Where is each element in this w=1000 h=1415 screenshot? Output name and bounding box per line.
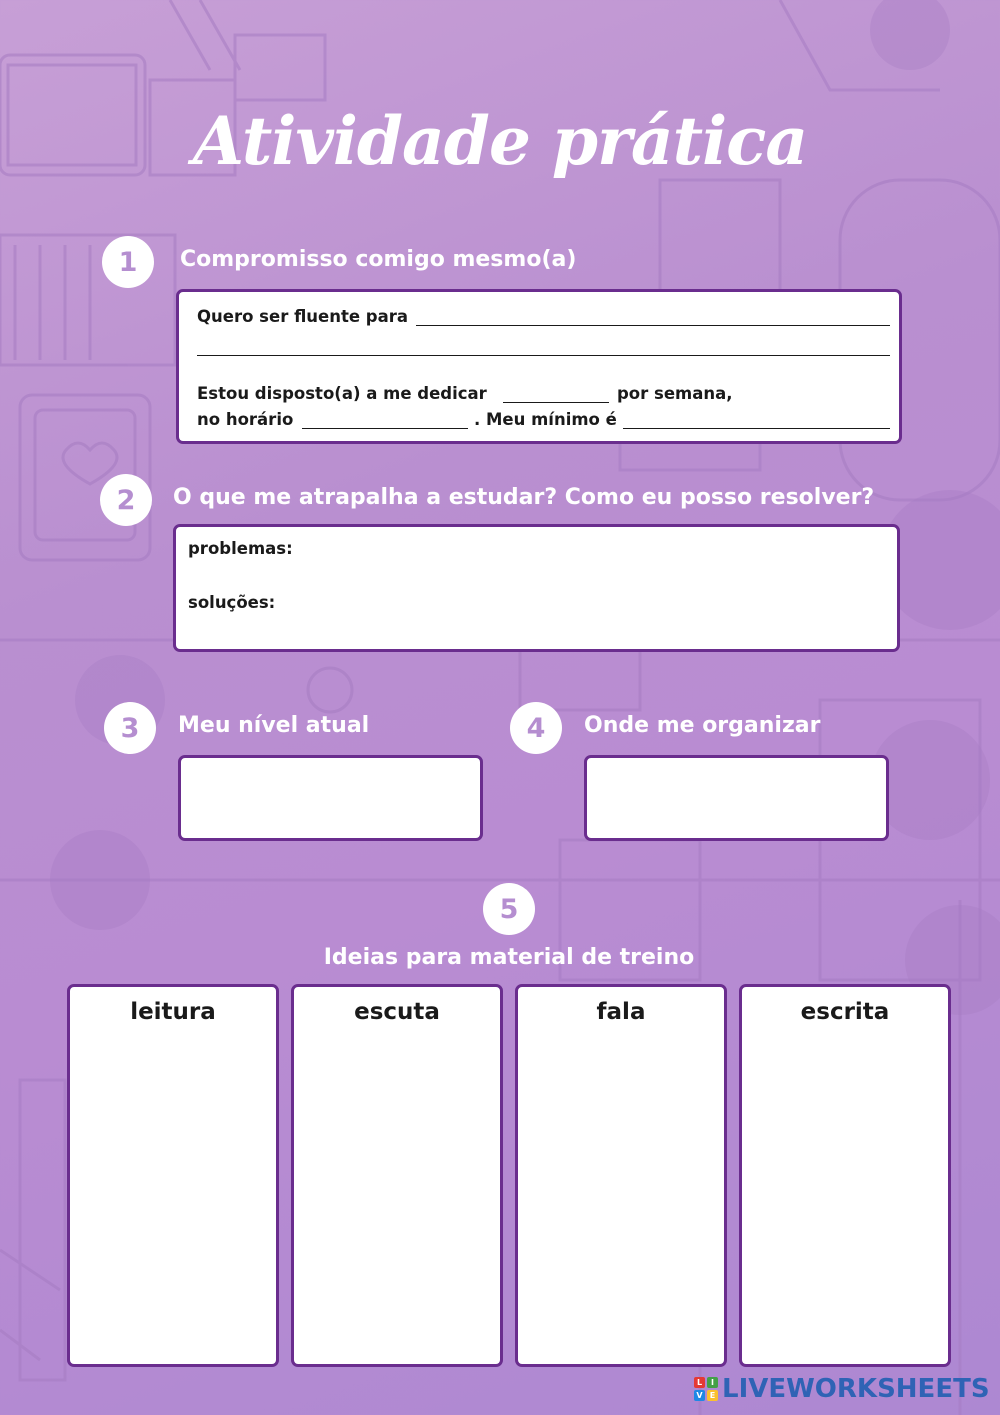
- listening-column[interactable]: [291, 984, 503, 1367]
- section-5-number: 5: [483, 883, 535, 935]
- writing-column[interactable]: [739, 984, 951, 1367]
- page-title: Atividade prática: [192, 102, 808, 180]
- per-week-label: por semana,: [617, 384, 733, 403]
- section-3-heading: Meu nível atual: [178, 713, 370, 738]
- section-4-heading: Onde me organizar: [584, 713, 821, 738]
- section-4-number: 4: [510, 702, 562, 754]
- section-1-heading: Compromisso comigo mesmo(a): [180, 247, 577, 272]
- listening-column-title: escuta: [354, 999, 440, 1025]
- liveworksheets-logo-icon: L I V E: [694, 1377, 718, 1401]
- liveworksheets-brand[interactable]: [694, 1374, 990, 1404]
- dedicate-time-input[interactable]: [503, 402, 609, 403]
- section-1-number: 1: [102, 236, 154, 288]
- section-3-number: 3: [104, 702, 156, 754]
- section-2-heading: O que me atrapalha a estudar? Como eu posso resolver?: [173, 485, 875, 510]
- reading-column-title: leitura: [130, 999, 216, 1025]
- problems-label: problemas:: [188, 539, 293, 558]
- fluent-for-input[interactable]: [416, 325, 890, 326]
- reading-column[interactable]: [67, 984, 279, 1367]
- writing-column-title: escrita: [800, 999, 890, 1025]
- solutions-label: soluções:: [188, 593, 276, 612]
- organize-where-box[interactable]: [584, 755, 889, 841]
- obstacles-box[interactable]: [173, 524, 900, 652]
- speaking-column-title: fala: [596, 999, 646, 1025]
- schedule-label: no horário: [197, 410, 294, 429]
- liveworksheets-wordmark: LIVEWORKSHEETS: [722, 1374, 990, 1404]
- minimum-label: . Meu mínimo é: [474, 410, 617, 429]
- commitment-box: [176, 289, 902, 444]
- current-level-box[interactable]: [178, 755, 483, 841]
- section-2-number: 2: [100, 474, 152, 526]
- fluent-for-continued-input[interactable]: [197, 355, 890, 356]
- dedicate-label: Estou disposto(a) a me dedicar: [197, 384, 487, 403]
- speaking-column[interactable]: [515, 984, 727, 1367]
- schedule-input[interactable]: [302, 428, 468, 429]
- fluent-for-label: Quero ser fluente para: [197, 307, 409, 326]
- section-5-heading: Ideias para material de treino: [323, 945, 695, 970]
- minimum-input[interactable]: [623, 428, 890, 429]
